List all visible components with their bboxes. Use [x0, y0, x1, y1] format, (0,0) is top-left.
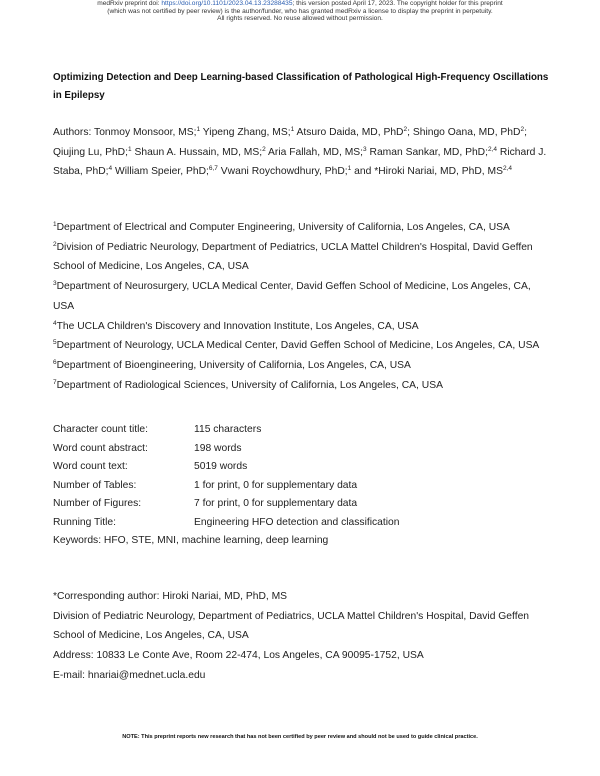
manuscript-stats	[53, 421, 553, 533]
corresponding-author	[53, 587, 553, 686]
corresponding-email: E-mail: hnariai@mednet.ucla.edu	[53, 669, 206, 681]
header-line-2: (which was not certified by peer review) is the author/funder, who has granted medRxiv a license to display the preprint in perpetuity.	[107, 7, 493, 15]
preprint-header	[30, 0, 570, 23]
author-6: Shaun A. Hussain, MD, MS;$^2$	[134, 145, 266, 158]
affiliation-item: $^3$Department of Neurosurgery, UCLA Medical Center, David Geffen School of Medicine, Los Angeles, CA, USA	[53, 280, 531, 312]
author-8: Raman Sankar, MD, PhD;$^{2,4}$	[369, 145, 498, 158]
author-9: Richard J. Staba, PhD;$^4$	[53, 146, 547, 178]
author-10: William Speier, PhD;$^{6,7}$	[115, 165, 218, 178]
authors-label: Authors:	[53, 127, 92, 138]
header-line-3: All rights reserved. No reuse allowed without permission.	[217, 15, 383, 23]
author-list	[53, 123, 553, 182]
affiliation-item: $^5$Department of Neurology, UCLA Medical Center, David Geffen School of Medicine, Los Angeles, CA, USA	[53, 339, 540, 352]
affiliation-list	[53, 218, 553, 395]
stat-row: Word count text: 5019 words	[53, 461, 248, 473]
affiliation-item: $^6$Department of Bioengineering, University of California, Los Angeles, CA, USA	[53, 358, 411, 371]
header-line-1: medRxiv preprint doi: https://doi.org/10.1101/2023.04.13.23288435; this version posted April 17, 2023. The copyright holder for this preprint	[97, 0, 503, 7]
stat-row: Word count abstract: 198 words	[53, 442, 242, 454]
author-4: ; Shingo Oana, MD, PhD$^2$	[407, 126, 525, 138]
author-1: Tonmoy Monsoor, MS;$^1$	[94, 126, 201, 138]
stat-row: Number of Figures: 7 for print, 0 for supplementary data	[53, 498, 358, 510]
author-12: and *Hiroki Nariai, MD, PhD, MS$^{2,4}$	[354, 165, 512, 178]
author-2: Yipeng Zhang, MS;$^1$	[202, 126, 295, 138]
stat-row: Number of Tables: 1 for print, 0 for supplementary data	[53, 479, 358, 491]
stat-row: Character count title: 115 characters	[53, 424, 262, 435]
author-7: Aria Fallah, MD, MS;$^3$	[268, 145, 367, 158]
corresponding-dept: Division of Pediatric Neurology, Department of Pediatrics, UCLA Mattel Children's Hospital, David Geffen School of Medicine, Los Angeles, CA, USA	[53, 610, 530, 642]
affiliation-item: $^2$Division of Pediatric Neurology, Department of Pediatrics, UCLA Mattel Children's Hospital, David Geffen School of Medicine, Los Angeles, CA, USA	[53, 240, 533, 273]
paper-title: Optimizing Detection and Deep Learning-based Classification of Pathological High-Frequency Oscillations in Epilepsy	[53, 72, 549, 101]
stat-row: Running Title: Engineering HFO detection and classification	[53, 516, 400, 528]
keywords: Keywords: HFO, STE, MNI, machine learning, deep learning	[53, 535, 329, 546]
author-3: Atsuro Daida, MD, PhD$^2$	[296, 126, 408, 138]
corresponding-address: Address: 10833 Le Conte Ave, Room 22-474, Los Angeles, CA 90095-1752, USA	[53, 650, 424, 662]
affiliation-item: $^7$Department of Radiological Sciences, University of California, Los Angeles, CA, USA	[53, 378, 443, 391]
author-5: ; Qiujing Lu, PhD;$^1$	[53, 127, 527, 158]
affiliation-item: $^1$Department of Electrical and Computer Engineering, University of California, Los Angeles, CA, USA	[53, 221, 510, 233]
preprint-note: NOTE: This preprint reports new research that has not been certified by peer review and should not be used to guide clinical practice.	[122, 734, 478, 740]
author-11: Vwani Roychowdhury, PhD;$^1$	[220, 165, 352, 178]
doi-link[interactable]: https://doi.org/10.1101/2023.04.13.23288435	[161, 0, 293, 7]
affiliation-item: $^4$The UCLA Children's Discovery and Innovation Institute, Los Angeles, CA, USA	[53, 319, 419, 332]
corresponding-heading: *Corresponding author: Hiroki Nariai, MD, PhD, MS	[53, 591, 288, 602]
